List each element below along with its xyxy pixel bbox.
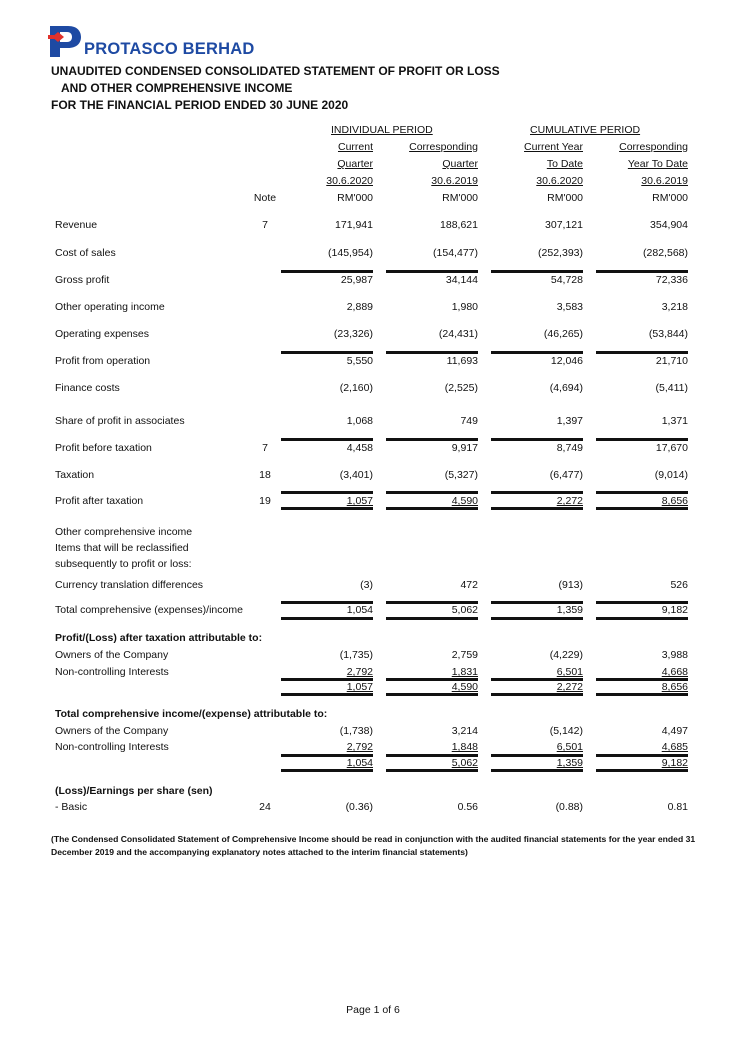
row-label-profit-from-operation: Profit from operation xyxy=(55,355,151,367)
col1-header-line2: Quarter xyxy=(337,158,373,170)
col4-header-unit: RM'000 xyxy=(652,192,688,204)
total-double-rule xyxy=(596,693,688,696)
total-double-rule xyxy=(596,769,688,772)
pat-col3: 2,272 xyxy=(556,495,583,507)
total-double-rule xyxy=(596,617,688,620)
at-total-col2: 5,062 xyxy=(451,757,478,769)
revenue-col2: 188,621 xyxy=(440,219,478,231)
other-income-col4: 3,218 xyxy=(661,301,688,313)
subtotal-rule xyxy=(491,270,583,273)
subtotal-rule xyxy=(386,438,478,441)
at-owners-col3: (5,142) xyxy=(549,725,583,737)
total-double-rule xyxy=(491,617,583,620)
associates-col4: 1,371 xyxy=(661,415,688,427)
tci-col2: 5,062 xyxy=(451,604,478,616)
cost-of-sales-col1: (145,954) xyxy=(328,247,373,259)
oci-subheading-1: Items that will be reclassified xyxy=(55,542,189,554)
subtotal-rule xyxy=(596,270,688,273)
at-nci-col4: 4,685 xyxy=(661,741,688,753)
total-double-rule xyxy=(281,769,373,772)
other-income-col2: 1,980 xyxy=(451,301,478,313)
row-label-cost-of-sales: Cost of sales xyxy=(55,247,116,259)
note-profit-before-tax: 7 xyxy=(262,442,268,454)
ap-owners-col3: (4,229) xyxy=(549,649,583,661)
fx-col4: 526 xyxy=(670,579,688,591)
fx-col1: (3) xyxy=(360,579,373,591)
ap-total-col4: 8,656 xyxy=(661,681,688,693)
col4-header-date: 30.6.2019 xyxy=(641,175,688,187)
other-income-col3: 3,583 xyxy=(556,301,583,313)
row-label-taxation: Taxation xyxy=(55,469,95,481)
row-label-currency-translation: Currency translation differences xyxy=(55,579,204,591)
total-double-rule xyxy=(281,693,373,696)
subtotal-rule xyxy=(491,438,583,441)
col1-header-date: 30.6.2020 xyxy=(326,175,373,187)
eps-col1: (0.36) xyxy=(345,801,373,813)
revenue-col4: 354,904 xyxy=(650,219,688,231)
subtotal-rule xyxy=(386,491,478,494)
tci-col1: 1,054 xyxy=(346,604,373,616)
subtotal-rule xyxy=(491,351,583,354)
revenue-col1: 171,941 xyxy=(335,219,373,231)
col4-header-line2: Year To Date xyxy=(627,158,688,170)
col3-header-date: 30.6.2020 xyxy=(536,175,583,187)
subtotal-rule xyxy=(596,351,688,354)
row-label-nci: Non-controlling Interests xyxy=(55,666,169,678)
other-income-col1: 2,889 xyxy=(346,301,373,313)
at-owners-col2: 3,214 xyxy=(451,725,478,737)
ap-owners-col1: (1,735) xyxy=(339,649,373,661)
statement-title-line1: UNAUDITED CONDENSED CONSOLIDATED STATEMENT OF PROFIT OR LOSS xyxy=(51,64,500,78)
at-total-col4: 9,182 xyxy=(661,757,688,769)
subtotal-rule xyxy=(386,351,478,354)
at-total-col3: 1,359 xyxy=(556,757,583,769)
ap-nci-col3: 6,501 xyxy=(556,666,583,678)
cumulative-period-header: CUMULATIVE PERIOD xyxy=(530,124,641,136)
subtotal-rule xyxy=(386,270,478,273)
fx-col2: 472 xyxy=(460,579,478,591)
finance-costs-col2: (2,525) xyxy=(444,382,478,394)
tci-col4: 9,182 xyxy=(661,604,688,616)
protasco-logo-icon xyxy=(48,24,82,58)
col2-header-date: 30.6.2019 xyxy=(431,175,478,187)
individual-period-header: INDIVIDUAL PERIOD xyxy=(331,124,433,136)
row-label-gross-profit: Gross profit xyxy=(55,274,110,286)
ap-total-col2: 4,590 xyxy=(451,681,478,693)
total-double-rule xyxy=(386,693,478,696)
total-double-rule xyxy=(491,507,583,510)
col2-header-line1: Corresponding xyxy=(409,141,478,153)
ap-total-col1: 1,057 xyxy=(346,681,373,693)
col4-header-line1: Corresponding xyxy=(619,141,688,153)
ap-nci-col1: 2,792 xyxy=(346,666,373,678)
opex-col3: (46,265) xyxy=(543,328,583,340)
cost-of-sales-col3: (252,393) xyxy=(538,247,583,259)
row-label-operating-expenses: Operating expenses xyxy=(55,328,149,340)
row-label-finance-costs: Finance costs xyxy=(55,382,120,394)
pbt-col3: 8,749 xyxy=(556,442,583,454)
cost-of-sales-col2: (154,477) xyxy=(433,247,478,259)
subtotal-rule xyxy=(596,491,688,494)
row-label-profit-before-tax: Profit before taxation xyxy=(55,442,152,454)
subtotal-rule xyxy=(281,270,373,273)
attributable-profit-heading: Profit/(Loss) after taxation attributable to: xyxy=(55,632,263,644)
subtotal-rule xyxy=(281,491,373,494)
note-profit-after-tax: 19 xyxy=(259,495,271,507)
total-double-rule xyxy=(386,507,478,510)
total-double-rule xyxy=(281,617,373,620)
revenue-col3: 307,121 xyxy=(545,219,583,231)
total-double-rule xyxy=(281,507,373,510)
associates-col2: 749 xyxy=(460,415,478,427)
tax-col4: (9,014) xyxy=(654,469,688,481)
total-double-rule xyxy=(491,693,583,696)
row-label-owners: Owners of the Company xyxy=(55,725,169,737)
row-label-other-operating-income: Other operating income xyxy=(55,301,165,313)
eps-col4: 0.81 xyxy=(667,801,688,813)
row-label-owners: Owners of the Company xyxy=(55,649,169,661)
op-profit-col1: 5,550 xyxy=(346,355,373,367)
total-double-rule xyxy=(596,507,688,510)
pbt-col1: 4,458 xyxy=(346,442,373,454)
tax-col3: (6,477) xyxy=(549,469,583,481)
footnote: (The Condensed Consolidated Statement of Comprehensive Income should be read in conjunction with the audited financial statements for the year ended 31 December 2019 and the accompanying explanatory notes attached to the interim financial statements) xyxy=(51,834,696,857)
at-total-col1: 1,054 xyxy=(346,757,373,769)
row-label-nci: Non-controlling Interests xyxy=(55,741,169,753)
statement-title-line3: FOR THE FINANCIAL PERIOD ENDED 30 JUNE 2020 xyxy=(51,98,349,112)
total-double-rule xyxy=(491,769,583,772)
oci-subheading-2: subsequently to profit or loss: xyxy=(55,558,192,570)
finance-costs-col3: (4,694) xyxy=(549,382,583,394)
gross-profit-col3: 54,728 xyxy=(550,274,583,286)
tax-col1: (3,401) xyxy=(339,469,373,481)
row-label-revenue: Revenue xyxy=(55,219,98,231)
tax-col2: (5,327) xyxy=(444,469,478,481)
at-owners-col1: (1,738) xyxy=(339,725,373,737)
ap-nci-col2: 1,831 xyxy=(451,666,478,678)
op-profit-col2: 11,693 xyxy=(446,355,478,367)
opex-col4: (53,844) xyxy=(648,328,688,340)
ap-total-col3: 2,272 xyxy=(556,681,583,693)
row-label-share-of-profit: Share of profit in associates xyxy=(55,415,185,427)
eps-col3: (0.88) xyxy=(555,801,583,813)
row-label-eps-basic: - Basic xyxy=(55,801,88,813)
gross-profit-col1: 25,987 xyxy=(340,274,373,286)
row-label-profit-after-tax: Profit after taxation xyxy=(55,495,144,507)
ap-owners-col2: 2,759 xyxy=(451,649,478,661)
gross-profit-col4: 72,336 xyxy=(655,274,688,286)
finance-costs-col1: (2,160) xyxy=(339,382,373,394)
total-double-rule xyxy=(386,617,478,620)
gross-profit-col2: 34,144 xyxy=(445,274,478,286)
fx-col3: (913) xyxy=(558,579,583,591)
col3-header-line1: Current Year xyxy=(524,141,583,153)
pbt-col4: 17,670 xyxy=(655,442,688,454)
statement-title-line2: AND OTHER COMPREHENSIVE INCOME xyxy=(61,81,293,95)
cost-of-sales-col4: (282,568) xyxy=(643,247,688,259)
company-name: PROTASCO BERHAD xyxy=(84,40,255,58)
pat-col1: 1,057 xyxy=(346,495,373,507)
opex-col2: (24,431) xyxy=(438,328,478,340)
pbt-col2: 9,917 xyxy=(451,442,478,454)
note-eps: 24 xyxy=(259,801,271,813)
note-revenue: 7 xyxy=(262,219,268,231)
subtotal-rule xyxy=(281,438,373,441)
op-profit-col3: 12,046 xyxy=(550,355,583,367)
op-profit-col4: 21,710 xyxy=(655,355,688,367)
eps-heading: (Loss)/Earnings per share (sen) xyxy=(55,785,213,797)
subtotal-rule xyxy=(491,491,583,494)
opex-col1: (23,326) xyxy=(333,328,373,340)
at-nci-col2: 1,848 xyxy=(451,741,478,753)
pat-col2: 4,590 xyxy=(451,495,478,507)
col1-header-line1: Current xyxy=(337,141,373,153)
associates-col1: 1,068 xyxy=(346,415,373,427)
note-column-header: Note xyxy=(253,192,277,204)
eps-col2: 0.56 xyxy=(457,801,478,813)
oci-heading: Other comprehensive income xyxy=(55,526,193,538)
note-taxation: 18 xyxy=(259,469,271,481)
finance-costs-col4: (5,411) xyxy=(655,382,688,394)
attributable-tci-heading: Total comprehensive income/(expense) attributable to: xyxy=(55,708,328,720)
at-owners-col4: 4,497 xyxy=(661,725,688,737)
associates-col3: 1,397 xyxy=(556,415,583,427)
tci-col3: 1,359 xyxy=(556,604,583,616)
col3-header-line2: To Date xyxy=(546,158,583,170)
subtotal-rule xyxy=(596,438,688,441)
page-number: Page 1 of 6 xyxy=(346,1004,400,1016)
subtotal-rule xyxy=(281,351,373,354)
col2-header-unit: RM'000 xyxy=(442,192,478,204)
pat-col4: 8,656 xyxy=(661,495,688,507)
at-nci-col1: 2,792 xyxy=(346,741,373,753)
ap-owners-col4: 3,988 xyxy=(661,649,688,661)
ap-nci-col4: 4,668 xyxy=(661,666,688,678)
col3-header-unit: RM'000 xyxy=(547,192,583,204)
row-label-total-comprehensive: Total comprehensive (expenses)/income xyxy=(55,604,243,616)
col1-header-unit: RM'000 xyxy=(337,192,373,204)
col2-header-line2: Quarter xyxy=(442,158,478,170)
at-nci-col3: 6,501 xyxy=(556,741,583,753)
total-double-rule xyxy=(386,769,478,772)
